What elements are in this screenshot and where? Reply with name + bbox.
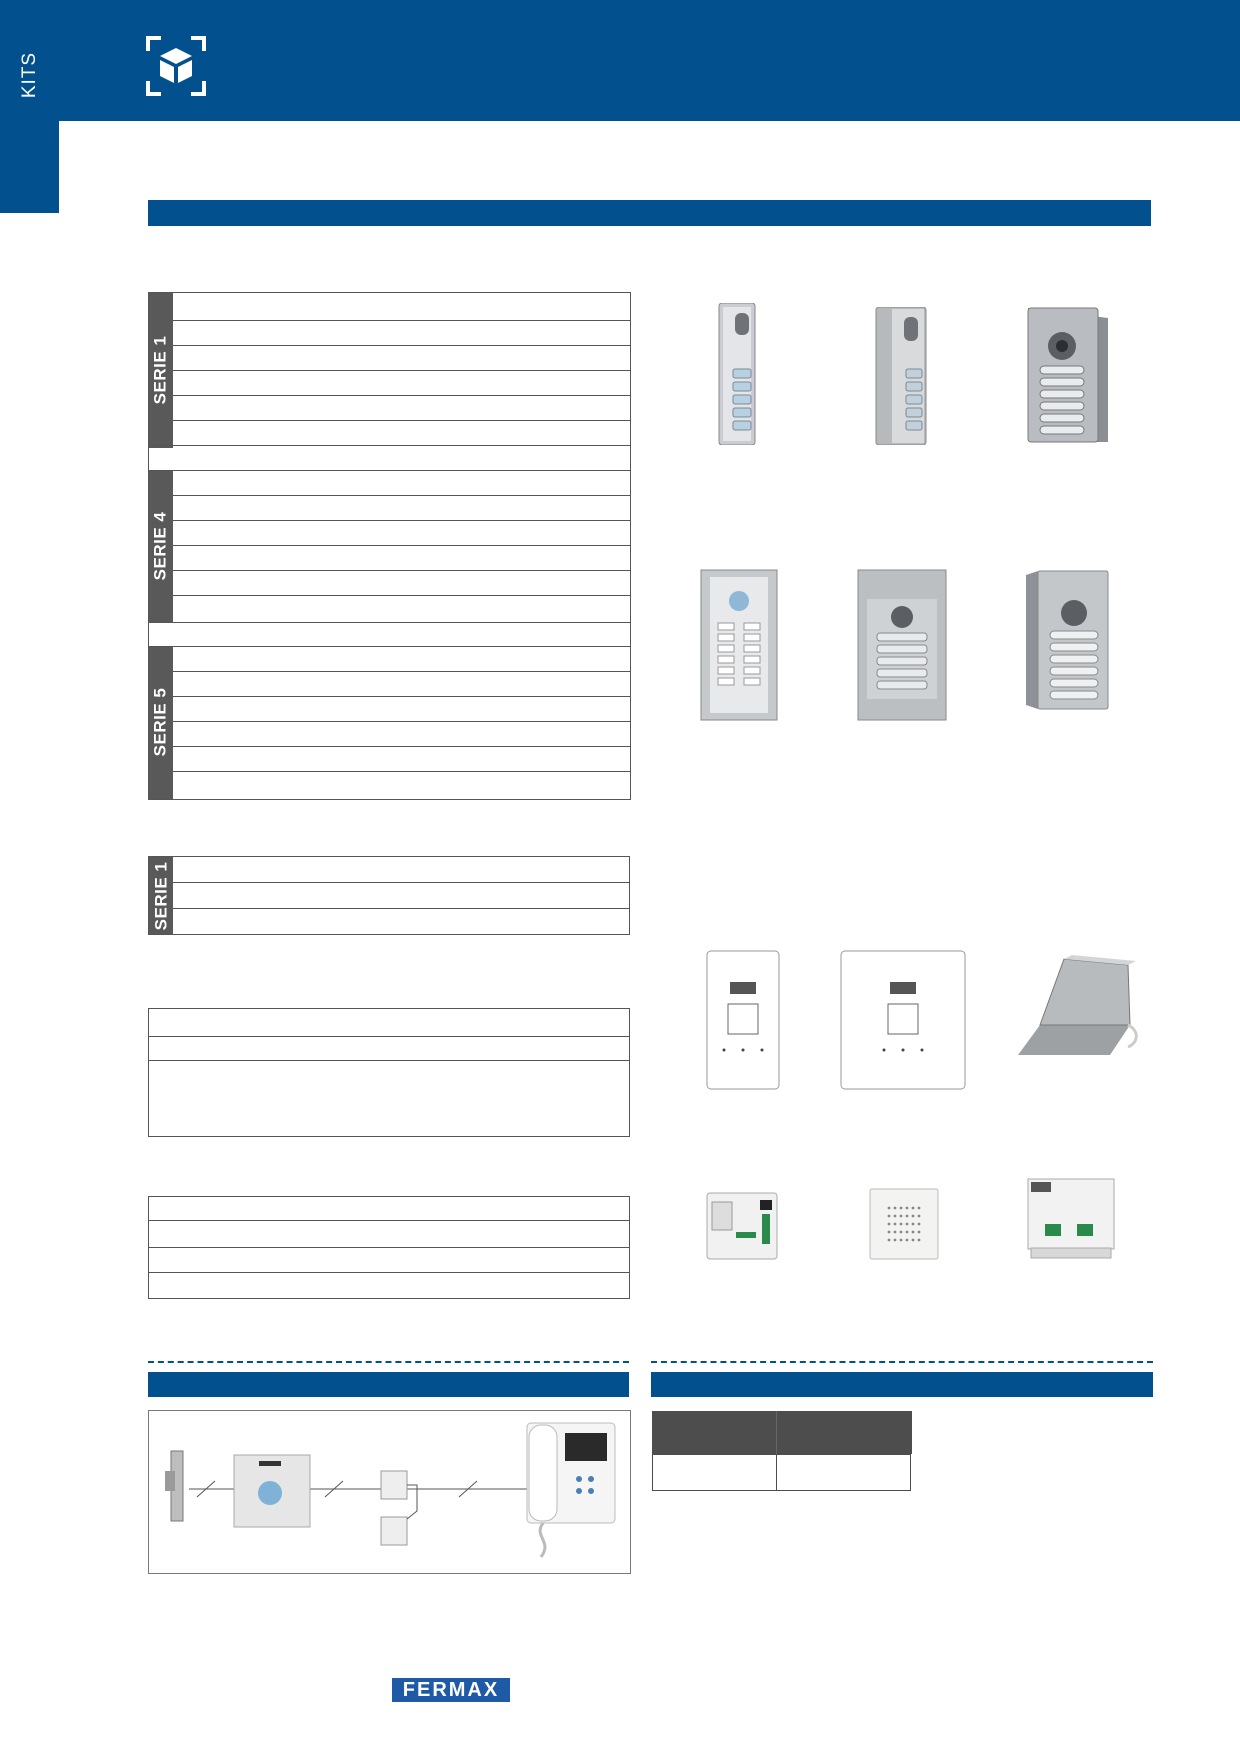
table-row (173, 771, 630, 772)
table-row (149, 646, 630, 647)
side-tab-label: KITS (19, 51, 40, 99)
door-panel-image (1024, 304, 1110, 445)
info-table (148, 1196, 630, 1299)
table-row (149, 1060, 629, 1061)
serie-label: SERIE 5 (150, 687, 170, 757)
table-row (173, 345, 630, 346)
module-image (1027, 1178, 1115, 1260)
flush-box-image (706, 950, 780, 1090)
table-row (149, 1036, 629, 1037)
speaker-image (869, 1188, 939, 1260)
table-header-cell (652, 1411, 776, 1454)
table-row (173, 908, 629, 909)
door-panel-image (874, 307, 932, 445)
power-supply-image (706, 1192, 778, 1260)
section-title-bar (148, 200, 1151, 226)
table-row (173, 746, 630, 747)
table-cell (776, 1454, 911, 1491)
table-row (173, 495, 630, 496)
table-row (173, 395, 630, 396)
table-row (173, 320, 630, 321)
table-row (173, 882, 629, 883)
serie1-accessory-table (148, 856, 630, 935)
serie-label: SERIE 1 (151, 861, 171, 931)
serie-label: SERIE 1 (150, 335, 170, 405)
power-supply-image (381, 1517, 407, 1545)
diagram-canvas (149, 1411, 630, 1573)
installation-diagram (148, 1410, 631, 1574)
specs-table (652, 1411, 911, 1491)
table-row (173, 696, 630, 697)
table-row (173, 671, 630, 672)
serie-band (149, 293, 173, 448)
desk-support-image (1010, 955, 1144, 1060)
info-table (148, 1008, 630, 1137)
dashed-divider (651, 1361, 1153, 1363)
serie-band (149, 646, 173, 799)
serie-band (149, 857, 173, 934)
serie-band (149, 470, 173, 623)
table-row (149, 622, 630, 623)
series-table (148, 292, 631, 800)
serie-label: SERIE 4 (150, 511, 170, 581)
flush-box-image (840, 950, 966, 1090)
table-row (173, 370, 630, 371)
table-row (173, 545, 630, 546)
table-row (149, 1272, 629, 1273)
table-row (149, 1247, 629, 1248)
table-row (173, 420, 630, 421)
fermax-logo: FERMAX (392, 1678, 510, 1702)
dashed-divider (148, 1361, 629, 1363)
table-row (149, 470, 630, 471)
door-panel-image (857, 569, 947, 721)
table-row (173, 570, 630, 571)
table-row (149, 1220, 629, 1221)
table-row (149, 445, 630, 446)
door-panel-image (717, 303, 759, 445)
specs-title-bar (651, 1372, 1153, 1397)
side-tab-strip (0, 0, 59, 213)
box-scan-icon (145, 35, 207, 97)
table-header-cell (776, 1411, 912, 1454)
power-supply-image (381, 1471, 407, 1499)
table-row (173, 595, 630, 596)
door-panel-image (700, 569, 778, 721)
table-cell (652, 1454, 777, 1491)
table-row (173, 721, 630, 722)
table-row (173, 520, 630, 521)
door-panel-image (1024, 569, 1110, 711)
diagram-title-bar (148, 1372, 629, 1397)
